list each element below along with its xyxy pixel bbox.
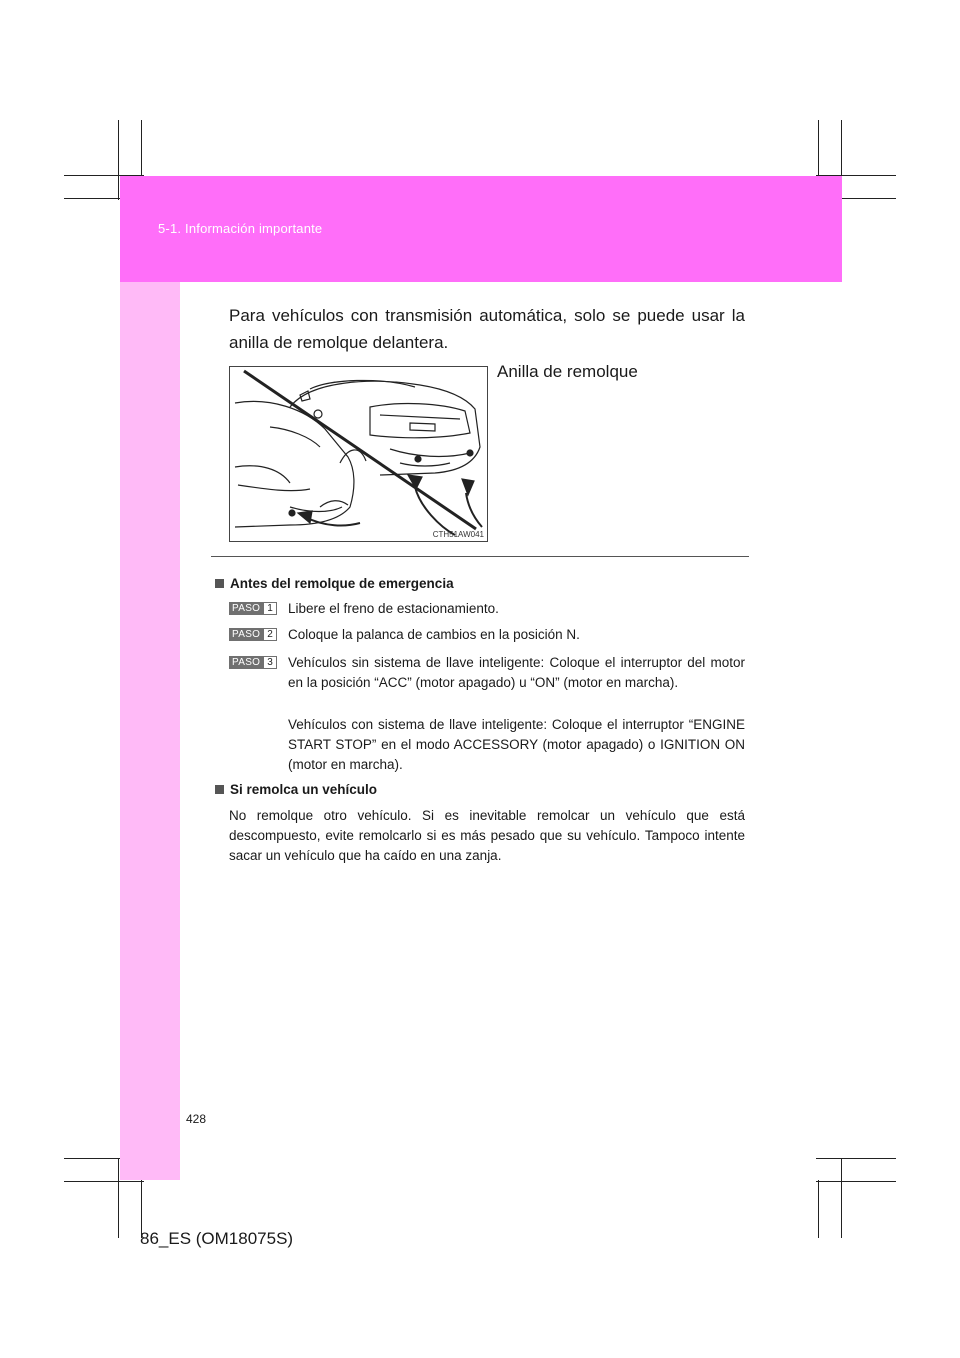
bullet-square-icon (215, 785, 224, 794)
side-band (120, 282, 180, 1180)
section-divider (211, 556, 749, 557)
step-badge-1: PASO 1 (229, 602, 277, 615)
heading-if-towing: Si remolca un vehículo (215, 782, 377, 797)
step-text-3: Vehículos sin sistema de llave inteligente: Coloque el interruptor del motor en la posición “ACC” (motor apagado) u “ON” (motor en marcha). (288, 655, 745, 690)
heading-before-towing: Antes del remolque de emergencia (215, 576, 454, 591)
page-number: 428 (186, 1112, 207, 1126)
step-badge-2: PASO 2 (229, 628, 277, 641)
figure-callout: Anilla de remolque (497, 362, 638, 381)
car-rear-illustration (230, 367, 487, 541)
footer-code: 86_ES (OM18075S) (140, 1229, 294, 1248)
figure-code: CTH51AW041 (432, 530, 484, 539)
step-text-2: Coloque la palanca de cambios en la posición N. (288, 627, 580, 642)
intro-paragraph: Para vehículos con transmisión automática, solo se puede usar la anilla de remolque delantera. (229, 306, 745, 352)
step-badge-3: PASO 3 (229, 656, 277, 669)
step-text-1: Libere el freno de estacionamiento. (288, 601, 499, 616)
towing-eyelet-illustration (229, 366, 488, 542)
towing-body-text: No remolque otro vehículo. Si es inevitable remolcar un vehículo que está descompuesto, evite remolcarlo si es más pesado que su vehículo. Tampoco intente sacar un vehículo que ha caído en una zanja. (229, 808, 745, 863)
bullet-square-icon (215, 579, 224, 588)
section-title: 5-1. Información importante (158, 221, 323, 236)
step-text-3-smart-key: Vehículos con sistema de llave inteligente: Coloque el interruptor “ENGINE START STOP” en el modo ACCESSORY (motor apagado) o IGNITION ON (motor en marcha). (288, 717, 745, 772)
